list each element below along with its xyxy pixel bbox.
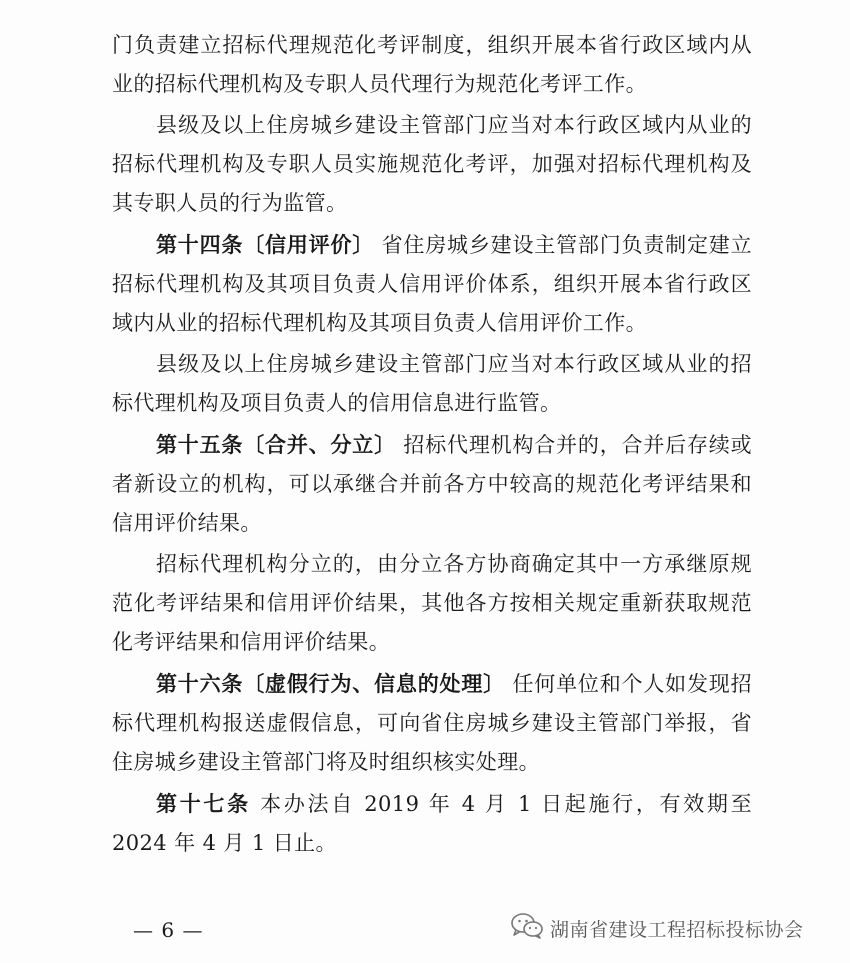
article-16-heading: 第十六条〔虚假行为、信息的处理〕 — [156, 671, 505, 696]
article-15-text: 招标代理机构合并的，合并后存续或者新设立的机构，可以承继合并前各方中较高的规范化考评结果和信用评价结果。 — [112, 433, 752, 535]
article-15-heading: 第十五条〔合并、分立〕 — [156, 432, 396, 457]
footer-brand — [510, 912, 804, 945]
page-number: — 6 — — [133, 918, 204, 942]
article-17-text: 本办法自 2019 年 4 月 1 日起施行，有效期至 2024 年 4 月 1 日止。 — [112, 792, 753, 855]
paragraph-1: 门负责建立招标代理规范化考评制度，组织开展本省行政区域内从业的招标代理机构及专职人员代理行为规范化考评工作。 — [112, 33, 752, 96]
wechat-icon — [510, 912, 544, 945]
article-17-heading: 第十七条 — [156, 791, 251, 816]
paragraph-2: 县级及以上住房城乡建设主管部门应当对本行政区域内从业的招标代理机构及专职人员实施规范化考评，加强对招标代理机构及其专职人员的行为监管。 — [112, 113, 752, 215]
article-15 — [112, 425, 752, 543]
document-body — [112, 26, 752, 865]
paragraph-4: 县级及以上住房城乡建设主管部门应当对本行政区域从业的招标代理机构及项目负责人的信用信息进行监管。 — [112, 352, 752, 415]
article-16 — [112, 664, 752, 782]
brand-name: 湖南省建设工程招标投标协会 — [550, 919, 804, 941]
article-17 — [112, 784, 752, 863]
article-16-text: 任何单位和个人如发现招标代理机构报送虚假信息，可向省住房城乡建设主管部门举报，省住房城乡建设主管部门将及时组织核实处理。 — [112, 672, 752, 774]
article-14-heading: 第十四条〔信用评价〕 — [156, 232, 375, 257]
article-14-text: 省住房城乡建设主管部门负责制定建立招标代理机构及其项目负责人信用评价体系，组织开展本省行政区域内从业的招标代理机构及其项目负责人信用评价工作。 — [112, 233, 753, 335]
paragraph-6: 招标代理机构分立的，由分立各方协商确定其中一方承继原规范化考评结果和信用评价结果，其他各方按相关规定重新获取规范化考评结果和信用评价结果。 — [112, 552, 752, 654]
article-14 — [112, 225, 752, 343]
